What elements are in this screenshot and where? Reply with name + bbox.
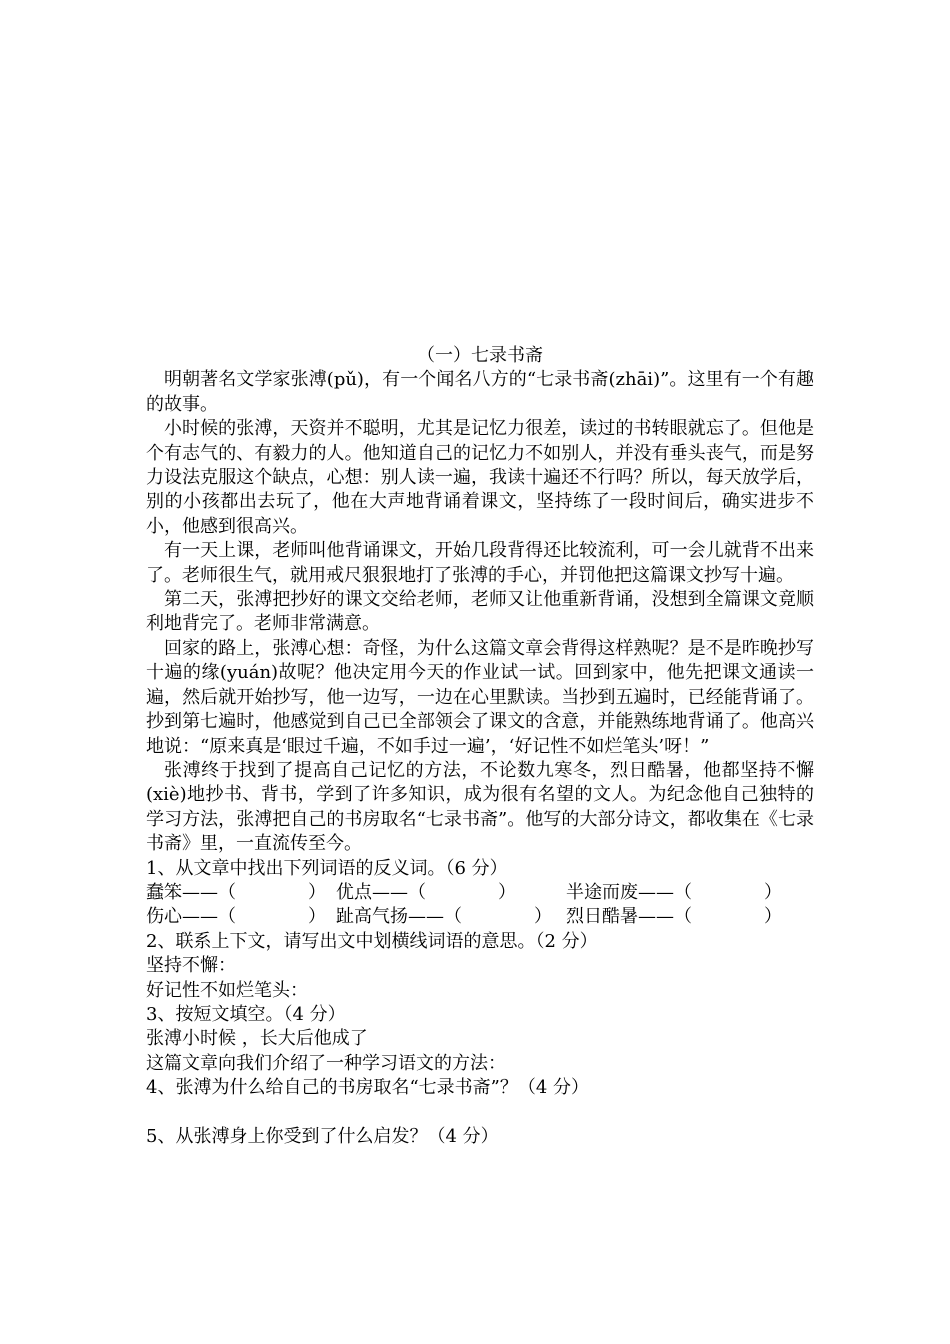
article-title: （一）七录书斋 <box>417 345 543 366</box>
paragraph-3: 有一天上课，老师叫他背诵课文，开始几段背得还比较流利，可一会儿就背不出来了。老师很生气，就用戒尺狠狠地打了张溥的手心，并罚他把这篇课文抄写十遍。 <box>146 540 814 586</box>
question-1: 1、从文章中找出下列词语的反义词。（6 分） <box>146 857 508 879</box>
antonym-row-2 <box>146 905 814 929</box>
document-page <box>146 344 814 1149</box>
question-5: 5、从张溥身上你受到了什么启发？（4 分） <box>146 1125 499 1147</box>
paragraph-4: 第二天，张溥把抄好的课文交给老师，老师又让他重新背诵，没想到全篇课文竟顺利地背完了。老师非常满意。 <box>146 589 814 635</box>
paragraph-2: 小时候的张溥，天资并不聪明，尤其是记忆力很差，读过的书转眼就忘了。但他是个有志气的、有毅力的人。他知道自己的记忆力不如别人，并没有垂头丧气，而是努力设法克服这个缺点，心想：别人读一遍，我读十遍还不行吗？所以，每天放学后，别的小孩都出去玩了，他在大声地背诵着课文，坚持练了一段时间后，确实进步不小，他感到很高兴。 <box>146 418 814 537</box>
paragraph-1: 明朝著名文学家张溥(pǔ)，有一个闻名八方的“七录书斋(zhāi)”。这里有一个有趣的故事。 <box>146 369 814 415</box>
question-2-item-a: 坚持不懈： <box>146 955 236 977</box>
antonym-item: 优点——（ ） <box>336 881 516 903</box>
antonym-item: 伤心——（ ） <box>146 906 326 928</box>
question-3-item-a: 张溥小时候 ，长大后他成了 <box>146 1028 368 1050</box>
question-2-item-b: 好记性不如烂笔头： <box>146 979 308 1001</box>
question-2: 2、联系上下文，请写出文中划横线词语的意思。（2 分） <box>146 930 598 952</box>
antonym-item: 蠢笨——（ ） <box>146 881 326 903</box>
question-4: 4、张溥为什么给自己的书房取名“七录书斋”？（4 分） <box>146 1077 590 1099</box>
answer-space <box>146 1101 814 1125</box>
paragraph-6: 张溥终于找到了提高自己记忆的方法，不论数九寒冬，烈日酷暑，他都坚持不懈(xiè)地抄书、背书，学到了许多知识，成为很有名望的文人。为纪念他自己独特的学习方法，张溥把自己的书房取名“七录书斋”。他写的大部分诗文，都收集在《七录书斋》里，一直流传至今。 <box>146 759 814 855</box>
antonym-row-1 <box>146 881 814 905</box>
antonym-item: 半途而废——（ ） <box>566 881 782 903</box>
paragraph-5: 回家的路上，张溥心想：奇怪，为什么这篇文章会背得这样熟呢？是不是昨晚抄写十遍的缘(yuán)故呢？他决定用今天的作业试一试。回到家中，他先把课文通读一遍，然后就开始抄写，他一边写，一边在心里默读。当抄到五遍时，已经能背诵了。抄到第七遍时，他感觉到自己已全部领会了课文的含意，并能熟练地背诵了。他高兴地说：“原来真是‘眼过千遍，不如手过一遍’，‘好记性不如烂笔头’呀！” <box>146 637 814 757</box>
antonym-item: 趾高气扬——（ ） <box>336 906 552 928</box>
question-3-item-b: 这篇文章向我们介绍了一种学习语文的方法： <box>146 1052 506 1074</box>
antonym-item: 烈日酷暑——（ ） <box>566 906 782 928</box>
question-3: 3、按短文填空。（4 分） <box>146 1003 346 1025</box>
